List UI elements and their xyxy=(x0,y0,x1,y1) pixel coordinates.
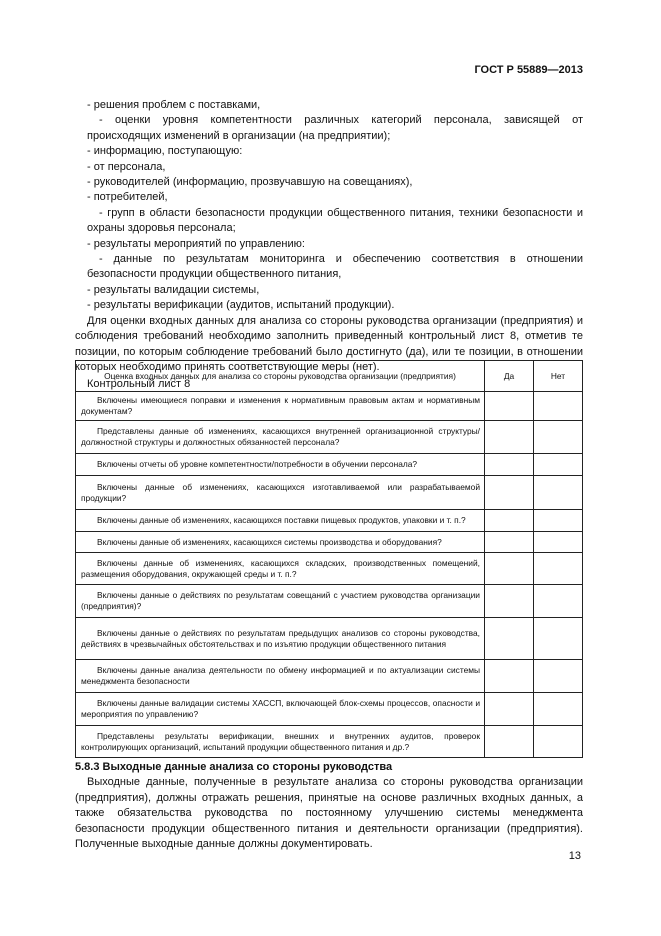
question-cell: Включены данные об изменениях, касающихся поставки пищевых продуктов, упаковки и т. п.? xyxy=(76,510,485,532)
table-row xyxy=(76,693,583,726)
yes-cell[interactable] xyxy=(485,392,534,421)
table-row xyxy=(76,454,583,476)
yes-cell[interactable] xyxy=(485,421,534,454)
checklist-caption: Контрольный лист 8 xyxy=(87,378,191,391)
yes-cell[interactable] xyxy=(485,532,534,553)
column-header-no: Нет xyxy=(534,361,583,392)
intro-text xyxy=(75,98,583,393)
table-row xyxy=(76,476,583,510)
yes-cell[interactable] xyxy=(485,510,534,532)
table-row xyxy=(76,618,583,660)
list-item: - от персонала, xyxy=(87,160,166,173)
question-cell: Представлены результаты верификации, внешних и внутренних аудитов, проверок контролирующих организаций, испытаний продукции общественного питания и др.? xyxy=(76,726,485,758)
list-item: - результаты верификации (аудитов, испытаний продукции). xyxy=(87,299,395,312)
yes-cell[interactable] xyxy=(485,726,534,758)
table-row xyxy=(76,421,583,454)
paragraph: Для оценки входных данных для анализа со стороны руководства организации (предприятия) и соблюдения требований необходимо заполнить приведенный контрольный лист 8, отметив те позиции, по которым соблюдение требований было достигнуто (да), или те позиции, в отношении которых необходимо принять соответствующие меры (нет). xyxy=(75,314,583,373)
no-cell[interactable] xyxy=(534,585,583,618)
document-id: ГОСТ Р 55889—2013 xyxy=(474,64,583,76)
section-title: 5.8.3 Выходные данные анализа со стороны руководства xyxy=(75,761,393,773)
no-cell[interactable] xyxy=(534,660,583,693)
question-cell: Включены данные валидации системы ХАССП, включающей блок-схемы процессов, опасности и мероприятия по управлению? xyxy=(76,693,485,726)
question-cell: Представлены данные об изменениях, касающихся внутренней организационной структуры/должностной структуры и должностных обязанностей персонала? xyxy=(76,421,485,454)
list-item: - информацию, поступающую: xyxy=(87,145,243,158)
list-item: - решения проблем с поставками, xyxy=(87,99,261,111)
yes-cell[interactable] xyxy=(485,454,534,476)
list-item: - оценки уровня компетентности различных категорий персонала, зависящей от происходящих изменений в организации (на предприятии); xyxy=(87,114,583,142)
question-cell: Включены данные об изменениях, касающихся складских, производственных помещений, размещения оборудования, окружающей среды и т. п.? xyxy=(76,553,485,585)
no-cell[interactable] xyxy=(534,532,583,553)
list-item: - данные по результатам мониторинга и обеспечению соответствия в отношении безопасности продукции общественного питания, xyxy=(87,253,583,281)
list-item: - результаты валидации системы, xyxy=(87,283,260,296)
table-row xyxy=(76,726,583,758)
no-cell[interactable] xyxy=(534,618,583,660)
no-cell[interactable] xyxy=(534,510,583,532)
no-cell[interactable] xyxy=(534,553,583,585)
table-row xyxy=(76,585,583,618)
list-item: - результаты мероприятий по управлению: xyxy=(87,237,305,250)
no-cell[interactable] xyxy=(534,693,583,726)
table-row xyxy=(76,392,583,421)
yes-cell[interactable] xyxy=(485,585,534,618)
table-row xyxy=(76,553,583,585)
yes-cell[interactable] xyxy=(485,618,534,660)
list-item: - потребителей, xyxy=(87,191,168,204)
question-cell: Включены данные об изменениях, касающихся изготавливаемой или разрабатываемой продукции? xyxy=(76,476,485,510)
no-cell[interactable] xyxy=(534,392,583,421)
table-row xyxy=(76,532,583,553)
question-cell: Включены отчеты об уровне компетентности/потребности в обучении персонала? xyxy=(76,454,485,476)
yes-cell[interactable] xyxy=(485,476,534,510)
section-5-8-3 xyxy=(75,760,583,852)
table-row xyxy=(76,660,583,693)
question-cell: Включены имеющиеся поправки и изменения к нормативным правовым актам и нормативным документам? xyxy=(76,392,485,421)
question-cell: Включены данные о действиях по результатам совещаний с участием руководства организации (предприятия)? xyxy=(76,585,485,618)
list-item: - групп в области безопасности продукции общественного питания, техники безопасности и охраны здоровья персонала; xyxy=(87,206,583,235)
no-cell[interactable] xyxy=(534,421,583,454)
yes-cell[interactable] xyxy=(485,660,534,693)
no-cell[interactable] xyxy=(534,476,583,510)
yes-cell[interactable] xyxy=(485,553,534,585)
checklist-table xyxy=(75,360,583,758)
yes-cell[interactable] xyxy=(485,693,534,726)
no-cell[interactable] xyxy=(534,454,583,476)
question-cell: Включены данные об изменениях, касающихся системы производства и оборудования? xyxy=(76,532,485,553)
column-header-question: Оценка входных данных для анализа со стороны руководства организации (предприятия) xyxy=(76,361,485,392)
list-item: - руководителей (информацию, прозвучавшую на совещаниях), xyxy=(87,176,413,189)
section-paragraph: Выходные данные, полученные в результате анализа со стороны руководства организации (предприятия), должны отражать решения, принятые на основе различных входных данных, а также обязательства руководства по постоянному улучшению системы менеджмента безопасности продукции общественного питания и деятельности организации (предприятия). Полученные выходные данные должны документировать. xyxy=(75,776,583,851)
question-cell: Включены данные о действиях по результатам предыдущих анализов со стороны руководства, действиях в чрезвычайных обстоятельствах и по изъятию продукции общественного питания xyxy=(76,618,485,660)
column-header-yes: Да xyxy=(485,361,534,392)
no-cell[interactable] xyxy=(534,726,583,758)
question-cell: Включены данные анализа деятельности по обмену информацией и по актуализации системы менеджмента безопасности xyxy=(76,660,485,693)
table-header-row xyxy=(76,361,583,392)
page-number: 13 xyxy=(568,850,581,862)
table-row xyxy=(76,510,583,532)
